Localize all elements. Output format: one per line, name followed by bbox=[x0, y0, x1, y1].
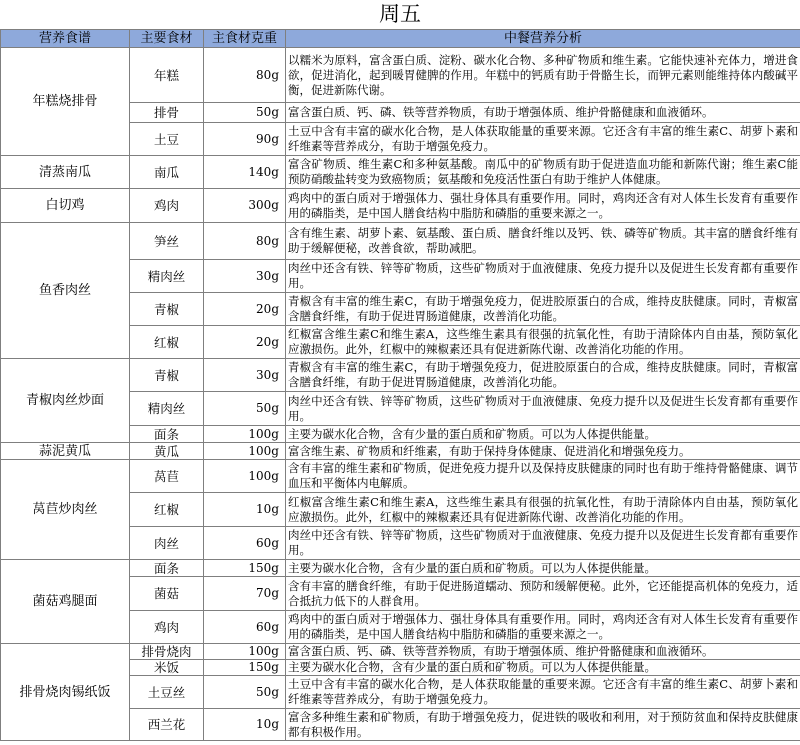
analysis-cell: 肉丝中还含有铁、锌等矿物质，这些矿物质对于血液健康、免疫力提升以及促进生长发育都有重要作用。 bbox=[286, 392, 800, 426]
analysis-cell: 青椒含有丰富的维生素C，有助于增强免疫力，促进胶原蛋白的合成，维持皮肤健康。同时，青椒富含膳食纤维，有助于促进胃肠道健康，改善消化功能。 bbox=[286, 359, 800, 392]
table-row bbox=[1, 223, 800, 260]
analysis-cell: 富含矿物质、维生素C和多种氨基酸。南瓜中的矿物质有助于促进造血功能和新陈代谢；维生素C能预防硝酸盐转变为致癌物质；氨基酸和免疫活性蛋白有助于维护人体健康。 bbox=[286, 156, 800, 189]
analysis-cell: 以糯米为原料，富含蛋白质、淀粉、碳水化合物、多种矿物质和维生素。它能快速补充体力，增进食欲，促进消化，起到暖胃健脾的作用。年糕中的钙质有助于骨骼生长，而钾元素则能维持体内酸碱平衡，促进新陈代谢。 bbox=[286, 48, 800, 103]
ingredient-cell: 米饭 bbox=[130, 660, 204, 676]
ingredient-cell: 黄瓜 bbox=[130, 443, 204, 460]
header-weight: 主食材克重 bbox=[204, 30, 286, 48]
dish-name: 年糕烧排骨 bbox=[1, 48, 130, 156]
ingredient-cell: 年糕 bbox=[130, 48, 204, 103]
ingredient-cell: 土豆 bbox=[130, 123, 204, 156]
analysis-cell: 红椒富含维生素C和维生素A，这些维生素具有很强的抗氧化性，有助于清除体内自由基，预防氧化应激损伤。此外，红椒中的辣椒素还具有促进新陈代谢、改善消化功能的作用。 bbox=[286, 326, 800, 359]
analysis-cell: 富含维生素、矿物质和纤维素，有助于保持身体健康、促进消化和增强免疫力。 bbox=[286, 443, 800, 460]
ingredient-cell: 菌菇 bbox=[130, 577, 204, 611]
table-row bbox=[1, 156, 800, 189]
dish-name: 排骨烧肉锡纸饭 bbox=[1, 644, 130, 741]
analysis-cell: 鸡肉中的蛋白质对于增强体力、强壮身体具有重要作用。同时，鸡肉还含有对人体生长发育有重要作用的磷脂类，是中国人膳食结构中脂肪和磷脂的重要来源之一。 bbox=[286, 189, 800, 223]
weight-cell: 100g bbox=[204, 460, 286, 493]
analysis-cell: 土豆中含有丰富的碳水化合物，是人体获取能量的重要来源。它还含有丰富的维生素C、胡萝卜素和纤维素等营养成分，有助于增强免疫力。 bbox=[286, 676, 800, 709]
ingredient-cell: 面条 bbox=[130, 426, 204, 443]
analysis-cell: 鸡肉中的蛋白质对于增强体力、强壮身体具有重要作用。同时，鸡肉还含有对人体生长发育有重要作用的磷脂类，是中国人膳食结构中脂肪和磷脂的重要来源之一。 bbox=[286, 611, 800, 644]
weight-cell: 80g bbox=[204, 223, 286, 260]
ingredient-cell: 排骨 bbox=[130, 103, 204, 123]
weight-cell: 100g bbox=[204, 644, 286, 660]
analysis-cell: 含有丰富的维生素和矿物质，促进免疫力提升以及保持皮肤健康的同时也有助于维持骨骼健康、调节血压和平衡体内电解质。 bbox=[286, 460, 800, 493]
header-analysis: 中餐营养分析 bbox=[286, 30, 800, 48]
ingredient-cell: 西兰花 bbox=[130, 709, 204, 741]
header-row bbox=[1, 30, 800, 48]
analysis-cell: 主要为碳水化合物，含有少量的蛋白质和矿物质。可以为人体提供能量。 bbox=[286, 560, 800, 577]
weight-cell: 30g bbox=[204, 359, 286, 392]
weight-cell: 150g bbox=[204, 660, 286, 676]
ingredient-cell: 莴苣 bbox=[130, 460, 204, 493]
ingredient-cell: 土豆丝 bbox=[130, 676, 204, 709]
weight-cell: 50g bbox=[204, 392, 286, 426]
header-recipe: 营养食谱 bbox=[1, 30, 130, 48]
ingredient-cell: 南瓜 bbox=[130, 156, 204, 189]
ingredient-cell: 排骨烧肉 bbox=[130, 644, 204, 660]
weight-cell: 140g bbox=[204, 156, 286, 189]
ingredient-cell: 青椒 bbox=[130, 359, 204, 392]
table-row bbox=[1, 560, 800, 577]
ingredient-cell: 精肉丝 bbox=[130, 260, 204, 293]
weight-cell: 100g bbox=[204, 443, 286, 460]
weight-cell: 70g bbox=[204, 577, 286, 611]
ingredient-cell: 肉丝 bbox=[130, 527, 204, 560]
analysis-cell: 肉丝中还含有铁、锌等矿物质，这些矿物质对于血液健康、免疫力提升以及促进生长发育都有重要作用。 bbox=[286, 527, 800, 560]
weight-cell: 90g bbox=[204, 123, 286, 156]
weight-cell: 50g bbox=[204, 676, 286, 709]
ingredient-cell: 笋丝 bbox=[130, 223, 204, 260]
dish-name: 鱼香肉丝 bbox=[1, 223, 130, 359]
table-row bbox=[1, 189, 800, 223]
analysis-cell: 富含蛋白质、钙、磷、铁等营养物质，有助于增强体质、维护骨骼健康和血液循环。 bbox=[286, 644, 800, 660]
ingredient-cell: 面条 bbox=[130, 560, 204, 577]
analysis-cell: 含有丰富的膳食纤维，有助于促进肠道蠕动、预防和缓解便秘。此外，它还能提高机体的免疫力，适合抵抗力低下的人群食用。 bbox=[286, 577, 800, 611]
analysis-cell: 富含多种维生素和矿物质，有助于增强免疫力，促进铁的吸收和利用，对于预防贫血和保持皮肤健康都有积极作用。 bbox=[286, 709, 800, 741]
dish-name: 蒜泥黄瓜 bbox=[1, 443, 130, 460]
weight-cell: 80g bbox=[204, 48, 286, 103]
weight-cell: 300g bbox=[204, 189, 286, 223]
ingredient-cell: 青椒 bbox=[130, 293, 204, 326]
analysis-cell: 富含蛋白质、钙、磷、铁等营养物质，有助于增强体质、维护骨骼健康和血液循环。 bbox=[286, 103, 800, 123]
weight-cell: 60g bbox=[204, 527, 286, 560]
weight-cell: 100g bbox=[204, 426, 286, 443]
analysis-cell: 含有维生素、胡萝卜素、氨基酸、蛋白质、膳食纤维以及钙、铁、磷等矿物质。其丰富的膳食纤维有助于缓解便秘，改善食欲，帮助减肥。 bbox=[286, 223, 800, 260]
weight-cell: 30g bbox=[204, 260, 286, 293]
weight-cell: 20g bbox=[204, 293, 286, 326]
analysis-cell: 青椒含有丰富的维生素C，有助于增强免疫力，促进胶原蛋白的合成，维持皮肤健康。同时，青椒富含膳食纤维，有助于促进胃肠道健康，改善消化功能。 bbox=[286, 293, 800, 326]
table-row bbox=[1, 48, 800, 103]
analysis-cell: 主要为碳水化合物，含有少量的蛋白质和矿物质。可以为人体提供能量。 bbox=[286, 660, 800, 676]
weight-cell: 150g bbox=[204, 560, 286, 577]
analysis-cell: 土豆中含有丰富的碳水化合物，是人体获取能量的重要来源。它还含有丰富的维生素C、胡萝卜素和纤维素等营养成分，有助于增强免疫力。 bbox=[286, 123, 800, 156]
weight-cell: 50g bbox=[204, 103, 286, 123]
ingredient-cell: 鸡肉 bbox=[130, 611, 204, 644]
ingredient-cell: 精肉丝 bbox=[130, 392, 204, 426]
ingredient-cell: 鸡肉 bbox=[130, 189, 204, 223]
analysis-cell: 肉丝中还含有铁、锌等矿物质，这些矿物质对于血液健康、免疫力提升以及促进生长发育都有重要作用。 bbox=[286, 260, 800, 293]
nutrition-table bbox=[0, 29, 800, 741]
weight-cell: 10g bbox=[204, 493, 286, 527]
page-title: 周五 bbox=[379, 2, 421, 26]
table-row bbox=[1, 359, 800, 392]
weight-cell: 10g bbox=[204, 709, 286, 741]
ingredient-cell: 红椒 bbox=[130, 493, 204, 527]
analysis-cell: 主要为碳水化合物，含有少量的蛋白质和矿物质。可以为人体提供能量。 bbox=[286, 426, 800, 443]
table-row bbox=[1, 460, 800, 493]
header-ingredient: 主要食材 bbox=[130, 30, 204, 48]
dish-name: 青椒肉丝炒面 bbox=[1, 359, 130, 443]
weight-cell: 60g bbox=[204, 611, 286, 644]
table-row bbox=[1, 443, 800, 460]
dish-name: 白切鸡 bbox=[1, 189, 130, 223]
dish-name: 莴苣炒肉丝 bbox=[1, 460, 130, 560]
table-body bbox=[1, 48, 800, 741]
weight-cell: 20g bbox=[204, 326, 286, 359]
analysis-cell: 红椒富含维生素C和维生素A，这些维生素具有很强的抗氧化性，有助于清除体内自由基，预防氧化应激损伤。此外，红椒中的辣椒素还具有促进新陈代谢、改善消化功能的作用。 bbox=[286, 493, 800, 527]
dish-name: 菌菇鸡腿面 bbox=[1, 560, 130, 644]
ingredient-cell: 红椒 bbox=[130, 326, 204, 359]
table-row bbox=[1, 644, 800, 660]
dish-name: 清蒸南瓜 bbox=[1, 156, 130, 189]
